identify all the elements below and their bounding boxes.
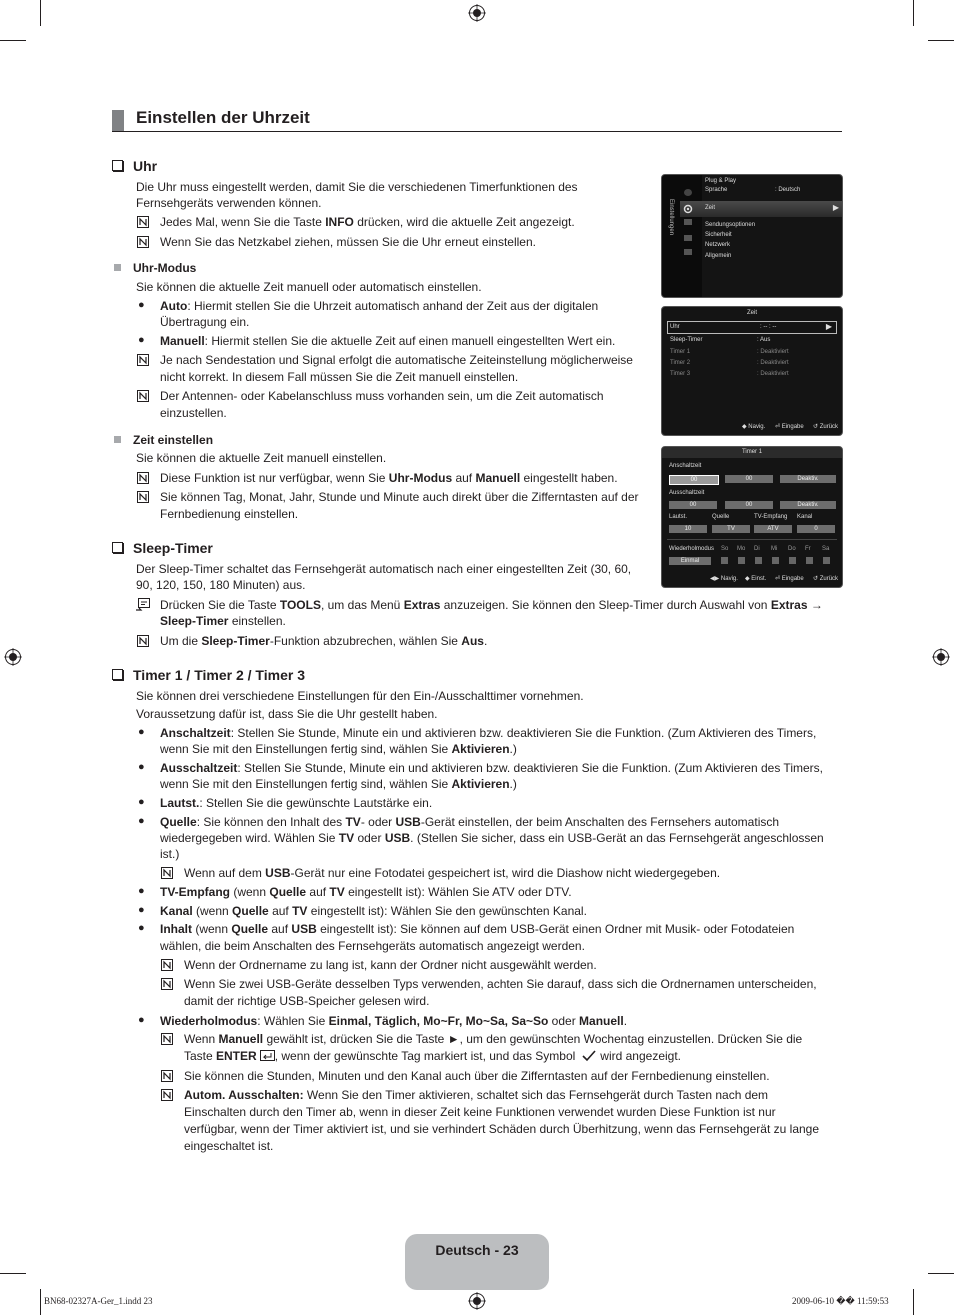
uhrmodus-note1: Je nach Sendestation und Signal erfolgt die automatische Zeiteinstellung möglicherweise	[160, 353, 633, 367]
sleep-tools: Drücken Sie die Taste TOOLS, um das Menü Extras anzuzeigen. Sie können den Sleep-Timer durch Auswahl von Extras →	[160, 598, 823, 612]
timer-aus-hour[interactable]: 00	[669, 501, 717, 509]
note-icon	[137, 472, 149, 484]
arrow-right-icon: ▶	[825, 322, 832, 331]
footer-timestamp: 2009-06-10 �� 11:59:53	[792, 1296, 889, 1306]
note-icon	[161, 1070, 173, 1082]
registration-mark-icon	[932, 648, 950, 666]
timer-inhalt-note1: Wenn der Ordnername zu lang ist, kann der Ordner nicht ausgewählt werden.	[184, 958, 597, 972]
day-fr: Fr	[805, 546, 811, 552]
menu-highlight-zeit[interactable]	[680, 201, 842, 217]
enter-icon	[260, 1050, 275, 1061]
note-icon	[137, 491, 149, 503]
timer-anschaltzeit: Anschaltzeit: Stellen Sie Stunde, Minute ein und aktivieren bzw. deaktivieren Sie die Funktion. (Zum Aktivieren des Timers,	[160, 726, 817, 740]
zeiteinst-note2-line2: Fernbedienung einstellen.	[160, 507, 299, 521]
enter-icon: ⏎	[775, 576, 782, 582]
crop-mark	[928, 40, 954, 41]
timer-inhalt-line2: wählen, die beim Anschalten des Fernsehgeräts automatisch angezeigt werden.	[160, 939, 585, 953]
zeit-title: Zeit	[746, 310, 757, 316]
uhrmodus-note2: Der Antennen- oder Kabelanschluss muss vorhanden sein, um die Zeit automatisch	[160, 389, 604, 403]
timer-back-hint: ↺ Zurück	[813, 576, 839, 582]
uhrmodus-note2-line2: einzustellen.	[160, 406, 227, 420]
checkbox-bullet-icon	[112, 160, 123, 171]
note-icon	[161, 1033, 173, 1045]
sleep-note: Um die Sleep-Timer-Funktion abzubrechen, wählen Sie Aus.	[160, 634, 488, 648]
channel-icon	[684, 219, 692, 225]
nav-arrows-icon: ◀▶	[710, 576, 721, 582]
zeiteinst-intro: Sie können die aktuelle Zeit manuell einstellen.	[136, 451, 387, 465]
timer-wied-label: Wiederholmodus	[669, 546, 715, 552]
nav-hint: ◆ Navig.	[742, 424, 766, 430]
gear-icon	[682, 203, 694, 215]
menu-side-label: Einstellungen	[668, 199, 674, 236]
checkbox-bullet-icon	[112, 542, 123, 553]
picture-icon	[684, 189, 692, 196]
square-bullet-icon	[114, 264, 121, 271]
day-checkbox-do[interactable]	[789, 557, 796, 564]
uhr-note1: Jedes Mal, wenn Sie die Taste INFO drücken, wird die aktuelle Zeit angezeigt.	[160, 215, 575, 229]
zeiteinst-note1: Diese Funktion ist nur verfügbar, wenn Sie Uhr-Modus auf Manuell eingestellt haben.	[160, 471, 618, 485]
note-icon	[161, 978, 173, 990]
timer-an-status[interactable]: Deaktiv.	[780, 475, 836, 483]
checkbox-bullet-icon	[112, 669, 123, 680]
timer-kanal: Kanal (wenn Quelle auf TV eingestellt ist): Wählen Sie den gewünschten Kanal.	[160, 904, 587, 918]
input-icon	[684, 249, 692, 255]
enter-hint: ⏎ Eingabe	[775, 424, 804, 430]
timer-w-note2: Sie können die Stunden, Minuten und den Kanal auch über die Zifferntasten auf der Fernbedienung einstellen.	[184, 1069, 770, 1083]
crop-mark	[0, 1273, 26, 1274]
tv-screen-settings-menu	[661, 174, 843, 298]
zeit-row-timer2-value: : Deaktiviert	[757, 360, 789, 366]
note-icon	[137, 354, 149, 366]
section-heading-sleep-timer: Sleep-Timer	[112, 540, 213, 556]
timer-kanal-value[interactable]: 0	[797, 525, 835, 533]
timer-einst-hint: ◆ Einst.	[745, 576, 767, 582]
timer-quelle-line2: wiedergegeben wird. Wählen Sie TV oder USB. (Stellen Sie sicher, dass ein USB-Gerät an das Fernsehgerät angeschlossen	[160, 831, 824, 845]
day-mo: Mo	[737, 546, 746, 552]
crop-mark	[0, 40, 26, 41]
menu-item-sprache[interactable]: Sprache	[705, 187, 728, 193]
registration-mark-icon	[4, 648, 22, 666]
uhr-note2: Wenn Sie das Netzkabel ziehen, müssen Sie die Uhr erneut einstellen.	[160, 235, 536, 249]
day-checkbox-sa[interactable]	[823, 557, 830, 564]
menu-item-sicherheit[interactable]: Sicherheit	[705, 232, 732, 238]
timer-aus-label: Ausschaltzeit	[669, 490, 705, 496]
timer-an-label: Anschaltzeit	[669, 463, 702, 469]
timer-w-note3-line3: verfügbar, wenn der Timer aktiviert ist, und sie verhindert Schäden durch Überhitzung, wenn das Fernsehgerät zu lange	[184, 1122, 820, 1136]
setup-icon	[684, 235, 692, 241]
timer-w-note3: Autom. Ausschalten: Wenn Sie den Timer aktivieren, schaltet sich das Fernsehgerät durch Tasten nach dem	[184, 1088, 769, 1102]
timer-quelle-line3: ist.)	[160, 847, 180, 861]
crop-mark	[913, 1289, 914, 1315]
sleep-line2: 90, 120, 150, 180 Minuten) aus.	[136, 578, 306, 592]
subheading-uhr-modus: Uhr-Modus	[114, 261, 196, 275]
back-hint: ↺ Zurück	[813, 424, 839, 430]
page-title: Einstellen der Uhrzeit	[136, 108, 310, 127]
timer-col-quelle: Quelle	[712, 514, 730, 520]
subheading-zeit-einstellen: Zeit einstellen	[114, 433, 213, 447]
uhrmodus-intro: Sie können die aktuelle Zeit manuell oder automatisch einstellen.	[136, 280, 482, 294]
timer-inhalt-note2-line2: damit der richtige USB-Speicher gelesen wird.	[184, 994, 430, 1008]
note-icon	[137, 236, 149, 248]
zeiteinst-note2: Sie können Tag, Monat, Jahr, Stunde und Minute auch direkt über die Zifferntasten auf der	[160, 490, 639, 504]
tv-screen-timer1	[661, 446, 843, 588]
timer-anschaltzeit-line2: wenn Sie mit den Einstellungen fertig sind, wählen Sie Aktivieren.)	[160, 742, 517, 756]
timer-quelle: Quelle: Sie können den Inhalt des TV- oder USB-Gerät einstellen, der beim Anschalten des Fernsehers automatisch	[160, 815, 780, 829]
zeit-row-timer3-label[interactable]: Timer 3	[670, 371, 691, 377]
day-sa: Sa	[822, 546, 830, 552]
zeit-row-sleep-label[interactable]: Sleep-Timer	[670, 337, 703, 343]
day-checkbox-so[interactable]	[721, 557, 728, 564]
bullet-icon: ●	[138, 922, 145, 934]
note-icon	[161, 1089, 173, 1101]
day-do: Do	[788, 546, 796, 552]
timer-col-kanal: Kanal	[797, 514, 813, 520]
day-checkbox-di[interactable]	[755, 557, 762, 564]
timer-w-note1: Wenn Manuell gewählt ist, drücken Sie die Taste ►, um den gewünschten Wochentag einzustellen. Drücken Sie die	[184, 1032, 803, 1046]
timer-w-note3-line2: Einschalten durch den Timer ab, wenn in dieser Zeit keine Funktionen verwendet wurden Diese Funktion ist nur	[184, 1105, 776, 1119]
return-icon: ↺	[813, 576, 820, 582]
timer-tv-empfang: TV-Empfang (wenn Quelle auf TV eingestellt ist): Wählen Sie ATV oder DTV.	[160, 885, 572, 899]
timer-p1: Sie können drei verschiedene Einstellungen für den Ein-/Ausschalttimer vornehmen.	[136, 689, 584, 703]
uhrmodus-note1-line2: nicht korrekt. In diesem Fall müssen Sie die Zeit manuell einstellen.	[160, 370, 519, 384]
title-rule	[112, 131, 842, 132]
checkmark-icon	[582, 1050, 596, 1062]
note-icon	[137, 635, 149, 647]
return-icon: ↺	[813, 424, 820, 430]
timer-aus-status[interactable]: Deaktiv.	[780, 501, 836, 509]
bullet-icon: ●	[138, 1014, 145, 1026]
tools-icon	[136, 598, 150, 611]
timer-col-lautst: Lautst.	[669, 514, 688, 520]
timer-nav-hint: ◀▶ Navig.	[710, 576, 738, 582]
bullet-icon: ●	[138, 761, 145, 773]
uhr-intro-line2: Fernsehgeräts verwenden können.	[136, 196, 322, 210]
timer-an-minute[interactable]: 00	[725, 475, 773, 483]
note-icon	[137, 216, 149, 228]
menu-item-zeit: Zeit	[705, 205, 716, 211]
menu-item-netzwerk[interactable]: Netzwerk	[705, 242, 731, 248]
sleep-tools-line2: Sleep-Timer einstellen.	[160, 614, 286, 628]
timer-ausschaltzeit: Ausschaltzeit: Stellen Sie Stunde, Minute ein und aktivieren bzw. deaktivieren Sie die Funktion. (Zum Aktivieren des Timers,	[160, 761, 823, 775]
square-bullet-icon	[114, 436, 121, 443]
tv-screen-zeit	[661, 306, 843, 436]
timer-an-hour[interactable]: 00	[669, 475, 719, 485]
timer-aus-minute[interactable]: 00	[725, 501, 773, 509]
title-accent-bar	[112, 110, 124, 131]
page-number: Deutsch - 23	[435, 1242, 519, 1258]
uhrmodus-auto: Auto: Hiermit stellen Sie die Uhrzeit automatisch anhand der Zeit aus der digitalen	[160, 299, 599, 313]
crop-mark	[40, 0, 41, 26]
zeit-row-uhr[interactable]	[667, 321, 837, 334]
zeit-row-timer3-value: : Deaktiviert	[757, 371, 789, 377]
menu-item-sprache-value: : Deutsch	[775, 187, 801, 193]
crop-mark	[40, 1289, 41, 1315]
zeit-row-value: : -- : --	[760, 324, 777, 330]
nav-arrows-icon: ◆	[742, 424, 749, 430]
bullet-icon: ●	[138, 299, 145, 311]
registration-mark-icon	[468, 1292, 486, 1310]
timer-inhalt: Inhalt (wenn Quelle auf USB eingestellt ist): Sie können auf dem USB-Gerät einen Ordner mit Musik- oder Fotodateien	[160, 922, 795, 936]
uhr-intro-line1: Die Uhr muss eingestellt werden, damit Sie die verschiedenen Timerfunktionen des	[136, 180, 578, 194]
heading-text: Uhr	[133, 158, 158, 174]
bullet-icon: ●	[138, 904, 145, 916]
note-icon	[137, 390, 149, 402]
timer-quelle-value[interactable]: TV	[712, 525, 750, 533]
enter-icon: ⏎	[775, 424, 782, 430]
timer-lautst: Lautst.: Stellen Sie die gewünschte Lautstärke ein.	[160, 796, 433, 810]
day-di: Di	[754, 546, 760, 552]
timer-lautst-value[interactable]: 10	[669, 525, 707, 533]
zeit-row-timer1-label[interactable]: Timer 1	[670, 349, 691, 355]
sleep-line1: Der Sleep-Timer schaltet das Fernsehgerät automatisch nach einer eingestellten Zeit (30, 60,	[136, 562, 632, 576]
uhrmodus-auto-line2: Übertragung ein.	[160, 315, 250, 329]
timer-p2: Voraussetzung dafür ist, dass Sie die Uhr gestellt haben.	[136, 707, 438, 721]
menu-icon-column	[662, 175, 702, 297]
zeit-row-sleep-value: : Aus	[757, 337, 771, 343]
timer-einmal[interactable]: Einmal	[669, 557, 711, 565]
timer-col-tv-empfang: TV-Empfang	[754, 514, 788, 520]
bullet-icon: ●	[138, 726, 145, 738]
timer-inhalt-note2: Wenn Sie zwei USB-Geräte desselben Typs verwenden, achten Sie darauf, dass sich die Ordnernamen unterscheiden,	[184, 977, 817, 991]
uhrmodus-manuell: Manuell: Hiermit stellen Sie die aktuelle Zeit auf einen manuell eingestellten Wert ein.	[160, 334, 616, 348]
zeit-row-timer1-value: : Deaktiviert	[757, 349, 789, 355]
footer-file-info: BN68-02327A-Ger_1.indd 23	[44, 1296, 153, 1306]
day-checkbox-mi[interactable]	[772, 557, 779, 564]
zeit-row-timer2-label[interactable]: Timer 2	[670, 360, 691, 366]
timer-w-note3-line4: eingeschaltet ist.	[184, 1139, 274, 1153]
section-heading-uhr	[112, 158, 157, 174]
day-mi: Mi	[771, 546, 778, 552]
timer-divider	[667, 539, 837, 540]
menu-item-allgemein[interactable]: Allgemein	[705, 253, 732, 259]
bullet-icon: ●	[138, 815, 145, 827]
adjust-icon: ◆	[745, 576, 752, 582]
bullet-icon: ●	[138, 885, 145, 897]
day-so: So	[721, 546, 729, 552]
timer-quelle-note: Wenn auf dem USB-Gerät nur eine Fotodatei gespeichert ist, wird die Diashow nicht wiedergegeben.	[184, 866, 721, 880]
note-icon	[161, 959, 173, 971]
timer-title: Timer 1	[741, 449, 763, 455]
crop-mark	[913, 0, 914, 26]
section-heading-timer: Timer 1 / Timer 2 / Timer 3	[112, 667, 305, 683]
note-icon	[161, 867, 173, 879]
registration-mark-icon	[468, 4, 486, 22]
day-checkbox-mo[interactable]	[738, 557, 745, 564]
timer-ausschaltzeit-line2: wenn Sie mit den Einstellungen fertig sind, wählen Sie Aktivieren.)	[160, 777, 517, 791]
timer-tv-empfang-value[interactable]: ATV	[754, 525, 792, 533]
timer-wiederholmodus: Wiederholmodus: Wählen Sie Einmal, Täglich, Mo~Fr, Mo~Sa, Sa~So oder Manuell.	[160, 1014, 628, 1028]
zeit-row-label: Uhr	[670, 324, 680, 330]
timer-w-note1-line2: Taste ENTER , wenn der gewünschte Tag markiert ist, und das Symbol wird angezeigt.	[184, 1049, 682, 1063]
bullet-icon: ●	[138, 796, 145, 808]
arrow-right-icon: ▶	[832, 203, 839, 212]
timer-enter-hint: ⏎ Eingabe	[775, 576, 804, 582]
menu-item-sendungsoptionen[interactable]: Sendungsoptionen	[705, 222, 756, 228]
day-checkbox-fr[interactable]	[806, 557, 813, 564]
menu-item-plug-play[interactable]: Plug & Play	[705, 178, 737, 184]
bullet-icon: ●	[138, 334, 145, 346]
crop-mark	[928, 1273, 954, 1274]
